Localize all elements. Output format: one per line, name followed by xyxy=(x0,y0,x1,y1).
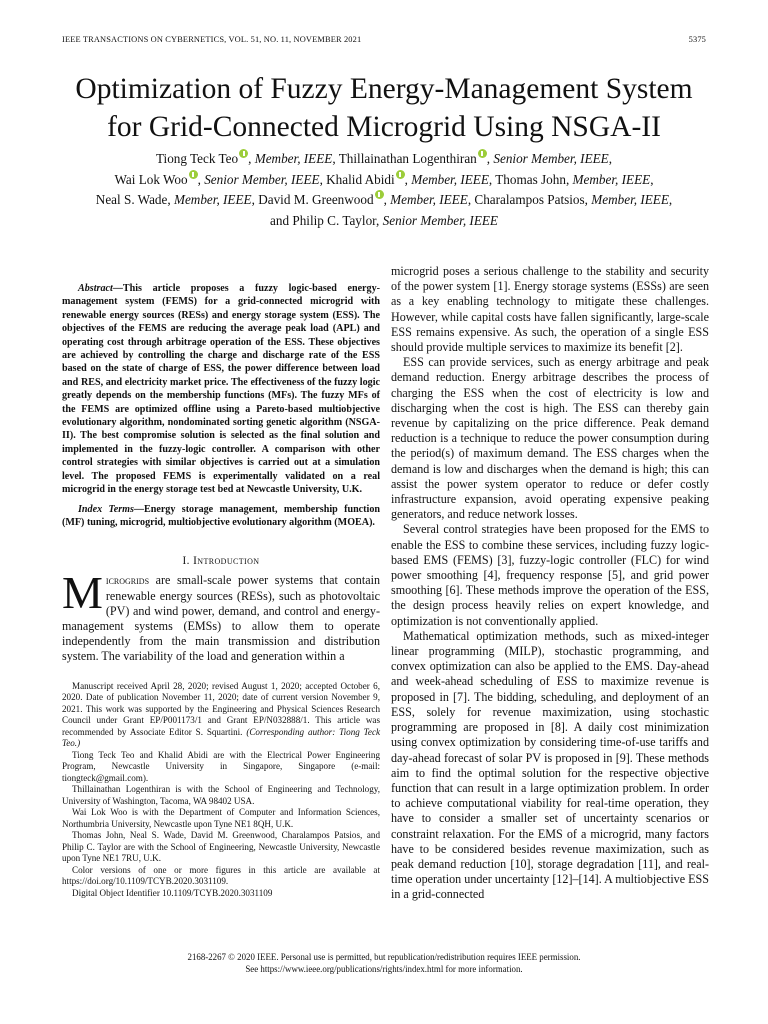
title-line-1: Optimization of Fuzzy Energy-Management System xyxy=(75,73,693,105)
orcid-icon[interactable] xyxy=(375,190,384,199)
author-name: Tiong Teck Teo xyxy=(155,151,239,166)
author-role: Member, IEEE xyxy=(572,171,651,187)
body-paragraph: ESS can provide services, such as energy arbitrage and peak demand reduction. Energy arbitrage describes the process of charging the ESS when the cost of electricity is low and discharging when the cost is high. The ESS can thereby gain revenue by capitalizing on the price difference. Peak demand reduction is a technique to reduce the power consumption during the period(s) of maximum demand. The ESS charges when the demand is low and discharges when the demand is high; this can assist the power system operator to reduce or defer costly infrastructure expansion, avoid operating expensive peaking generators, and reduce network losses. xyxy=(391,355,709,522)
author-name: David M. Greenwood xyxy=(258,192,374,208)
author-name: Khalid Abidi xyxy=(326,171,395,187)
intro-text: are small-scale power systems that contain renewable energy sources (RESs), such as photovoltaic (PV) and wind power, demand, and control and energy-management systems (EMSs) to allow them to operate independently from the main transmission and distribution system. The variability of the load and generation within a xyxy=(62,573,380,664)
author-name: Philip C. Taylor xyxy=(292,212,377,228)
body-paragraph: Several control strategies have been proposed for the EMS to enable the ESS to combine these services, including fuzzy logic-based EMS (FEMS) [3], fuzzy-logic controller (FLC) for wind power smoothing [4], frequency response [5], and grid power smoothing [6]. These methods improve the operation of the ESS, the design process heavily relies on expert knowledge, and optimization is not conventionally applied. xyxy=(391,522,709,628)
author-line-2: Wai Lok Woo , Senior Member, IEEE, Khalid Abidi , Member, IEEE, Thomas John, Member, IEEE, xyxy=(114,171,654,187)
author-line-4: and Philip C. Taylor, Senior Member, IEEE xyxy=(270,212,498,228)
copyright-line-1: 2168-2267 © 2020 IEEE. Personal use is permitted, but republication/redistribution requires IEEE permission. xyxy=(187,952,581,962)
orcid-icon[interactable] xyxy=(396,170,405,179)
author-name: Wai Lok Woo xyxy=(114,171,188,187)
footnote-affiliation: Thomas John, Neal S. Wade, David M. Greenwood, Charalampos Patsios, and Philip C. Taylor are with the School of Engineering, Newcastle University, Newcastle upon Tyne NE1 7RU, U.K. xyxy=(62,830,380,864)
paper-title xyxy=(40,70,728,146)
author-role: Member, IEEE xyxy=(390,192,468,208)
page-number: 5375 xyxy=(688,35,706,44)
running-head xyxy=(62,35,706,44)
abstract-label: Abstract xyxy=(78,283,113,294)
author-name: Neal S. Wade xyxy=(95,192,168,208)
intro-lead-word: icrogrids xyxy=(105,573,150,588)
right-column xyxy=(391,264,709,903)
author-role: Member, IEEE xyxy=(411,171,489,187)
footnote-color-versions: Color versions of one or more figures in this article are available at https://doi.org/10.1109/TCYB.2020.3031109. xyxy=(62,864,380,887)
author-block xyxy=(50,149,718,231)
author-role: Member, IEEE xyxy=(591,192,669,208)
body-paragraph: Mathematical optimization methods, such as mixed-integer linear programming (MILP), stochastic programming, and convex optimization can also be applied to the EMS. Day-ahead and week-ahead scheduling of ESS to maximize revenue is proposed in [7]. The bidding, scheduling, and deployment of an ESS, solely for revenue maximization, using stochastic programming are proposed in [8]. A daily cost minimization using convex optimization by considering time-of-use tariffs and day-ahead forecast of solar PV is proposed in [9]. These methods aim to find the optimal solution for the respective objective function that can result in a large optimization problem. In order to achieve computational viability for real-time operation, they have to consider a smaller set of uncertainty scenarios or constraint relaxation. For the EMS of a microgrid, many factors have to be considered besides revenue maximization, such as peak demand reduction [10], storage degradation [11], and real-time operation under uncertainty [12]–[14]. A multiobjective ESS in a grid-connected xyxy=(391,628,709,902)
author-line-1: Tiong Teck Teo , Member, IEEE, Thillainathan Logenthiran , Senior Member, IEEE, xyxy=(155,151,613,166)
corresponding-author: (Corresponding author: Tiong Teck Teo.) xyxy=(62,726,381,749)
index-terms-label: Index Terms xyxy=(78,503,134,515)
author-role: Member, IEEE xyxy=(173,192,252,208)
footnotes xyxy=(62,681,380,900)
author-name: Thillainathan Logenthiran xyxy=(338,151,477,166)
title-line-2: for Grid-Connected Microgrid Using NSGA-II xyxy=(107,111,661,143)
author-name: Charalampos Patsios xyxy=(474,192,585,208)
footnote-affiliation: Wai Lok Woo is with the Department of Computer and Information Sciences, Northumbria University, Newcastle upon Tyne NE1 8QH, U.K. xyxy=(62,807,380,829)
author-line-3: Neal S. Wade, Member, IEEE, David M. Greenwood , Member, IEEE, Charalampos Patsios, Member, IEEE, xyxy=(95,192,673,208)
drop-cap: M xyxy=(62,567,103,619)
footnote-text: Manuscript received April 28, 2020; revised August 1, 2020; accepted October 6, 2020. Date of publication November 11, 2020; date of current version November 9, 2021. This work was supported by the Engineering and Physical Sciences Research Council under Grant EP/P001173/1 and Grant EP/N032888/1. This article was recommended by Associate Editor S. Squartini. xyxy=(62,680,380,737)
intro-paragraph xyxy=(62,567,380,664)
footnote-affiliation: Thillainathan Logenthiran is with the School of Engineering and Technology, University of Washington, Tacoma, WA 98402 USA. xyxy=(62,784,380,806)
abstract xyxy=(62,282,380,497)
journal-header: IEEE TRANSACTIONS ON CYBERNETICS, VOL. 51, NO. 11, NOVEMBER 2021 xyxy=(62,35,362,44)
section-title: Introduction xyxy=(193,555,260,568)
footnote-manuscript xyxy=(62,681,380,750)
footnote-affiliation: Tiong Teck Teo and Khalid Abidi are with the Electrical Power Engineering Program, Newcastle University in Singapore, Singapore (e-mail: tiongteck@gmail.com). xyxy=(62,749,380,783)
author-role: Member, IEEE xyxy=(254,151,333,166)
author-role: Senior Member, IEEE xyxy=(382,212,498,228)
author-role: Senior Member, IEEE xyxy=(204,171,320,187)
author-name: Thomas John xyxy=(495,171,566,187)
orcid-icon[interactable] xyxy=(478,149,487,158)
orcid-icon[interactable] xyxy=(189,170,198,179)
orcid-icon[interactable] xyxy=(239,149,248,158)
left-column xyxy=(62,264,380,899)
section-number: I. xyxy=(182,555,190,568)
author-conjunction: and xyxy=(270,212,290,228)
index-terms-text: —Energy storage management, membership function (MF) tuning, microgrid, multiobjective evolutionary algorithm (MOEA). xyxy=(62,503,380,528)
index-terms xyxy=(62,503,380,530)
footnote-doi: Digital Object Identifier 10.1109/TCYB.2020.3031109 xyxy=(72,887,273,898)
abstract-text: —This article proposes a fuzzy logic-based energy-management system (FEMS) for a grid-connected microgrid with renewable energy sources (RESs) and energy storage system (ESS). The objectives of the FEMS are reducing the average peak load (APL) and operating cost through arbitrage operation of the ESS. These objectives are achieved by controlling the charge and discharge rate of the ESS based on the state of charge of ESS, the power difference between load and RES, and electricity market price. The effectiveness of the fuzzy logic greatly depends on the membership functions (MFs). The fuzzy MFs of the FEMS are optimized offline using a Pareto-based multiobjective evolutionary algorithm, nondominated sorting genetic algorithm (NSGA-II). The best compromise solution is selected as the final solution and implemented in the fuzzy-logic controller. A comparison with other control strategies with similar objectives is carried out at a simulation level. The proposed FEMS is experimentally validated on a real microgrid in the energy storage test bed at Newcastle University, U.K. xyxy=(62,283,380,496)
copyright-notice xyxy=(62,952,706,976)
author-role: Senior Member, IEEE xyxy=(493,151,609,166)
body-paragraph: microgrid poses a serious challenge to the stability and security of the power system [1]. Energy storage systems (ESSs) are seen as a key enabling technology to mitigate these challenges. However, while capital costs have fallen significantly, large-scale ESS remains expensive. As such, the operation of a single ESS should provide multiple services to maximize its benefit [2]. xyxy=(391,264,709,355)
copyright-line-2: See https://www.ieee.org/publications/rights/index.html for more information. xyxy=(245,963,523,974)
section-heading-introduction xyxy=(62,555,380,567)
